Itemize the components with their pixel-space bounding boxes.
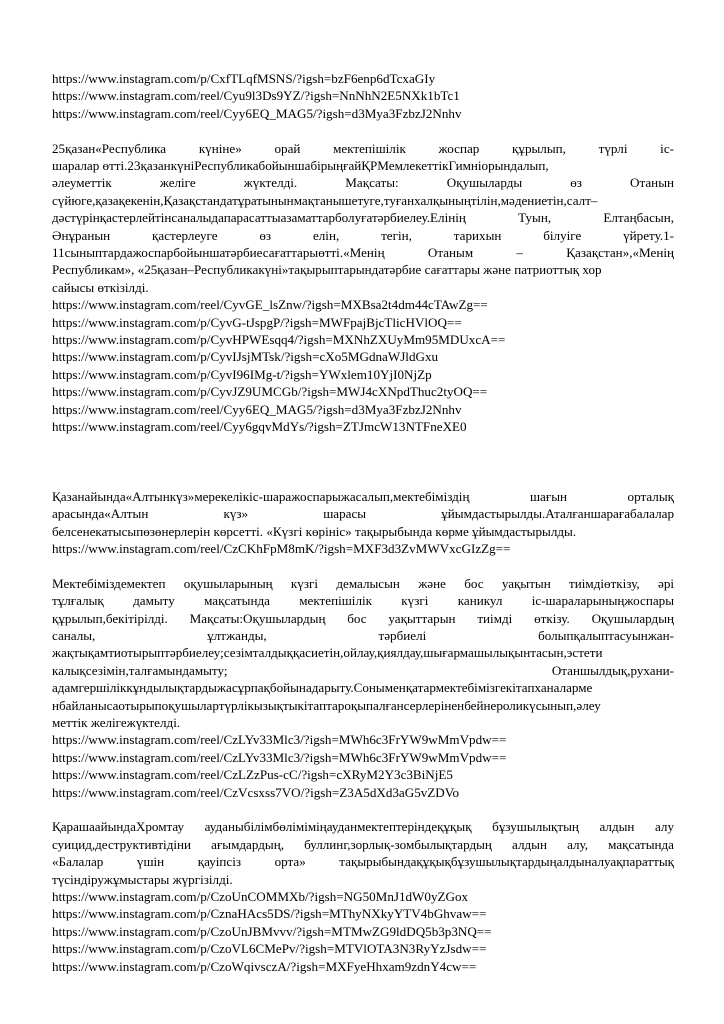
paragraph-spacer: [52, 436, 674, 488]
instagram-link[interactable]: https://www.instagram.com/reel/CzLZzPus-cC/?igsh=cXRyM2Y3c3BiNjE5: [52, 767, 453, 783]
instagram-link[interactable]: https://www.instagram.com/reel/CzLYv33Mlc3/?igsh=MWh6c3FrYW9wMmVpdw==: [52, 732, 507, 748]
paragraph-line: әлеуметтік желіге жүктелді. Мақсаты: Оқушыларды өз Отанын: [52, 175, 674, 191]
paragraph-spacer: [52, 801, 674, 818]
paragraph-line: түсіндіружұмыстары жүргізілді.: [52, 871, 233, 887]
paragraph-line: суицид,деструктивтідіни ағымдардың, буллинг,зорлық-зомбылықтардың алдын алу, мақсатында: [52, 836, 674, 852]
section-3-links: [52, 540, 674, 557]
instagram-link[interactable]: https://www.instagram.com/p/CzoWqivsczA/?igsh=MXFyeHhxam9zdnY4cw==: [52, 958, 477, 974]
instagram-link[interactable]: https://www.instagram.com/p/CxfTLqfMSNS/?igsh=bzF6enp6dTcxaGIy: [52, 71, 436, 86]
section-1-links: [52, 70, 674, 122]
paragraph-line: «Балалар үшін қауіпсіз орта» тақырыбындақұқықбұзушылықтардыңалдыналуақпараттық: [52, 854, 674, 870]
paragraph-line: 11сыныптардажоспарбойыншатәрбиесағаттарыөтті.«Менің Отаным – Қазақстан»,«Менің: [52, 245, 674, 261]
paragraph-line: шаралар өтті.23қазанкүніРеспубликабойыншабірыңғайҚРМемлекеттікГимніорындалып,: [52, 158, 549, 174]
paragraph-line: ҚарашаайындаХромтау ауданыбілімбөліміміңауданмектептеріндеқұқық бұзушылықтың алдын алу: [52, 819, 674, 835]
instagram-link[interactable]: https://www.instagram.com/reel/Cyy6EQ_MAG5/?igsh=d3Mya3FzbzJ2Nnhv: [52, 401, 462, 417]
paragraph-line: дәстүрінқастерлейтінсаналыдапарасаттыазаматтарболуғатәрбиелеу.Елінің Туын, Елтаңбасын,: [52, 210, 674, 226]
instagram-link[interactable]: https://www.instagram.com/reel/CzLYv33Mlc3/?igsh=MWh6c3FrYW9wMmVpdw==: [52, 749, 507, 765]
instagram-link[interactable]: https://www.instagram.com/p/CyvHPWEsqq4/?igsh=MXNhZXUyMm95MDUxcA==: [52, 332, 506, 348]
instagram-link[interactable]: https://www.instagram.com/reel/Cyy6EQ_MAG5/?igsh=d3Mya3FzbzJ2Nnhv: [52, 105, 462, 121]
paragraph-line: Мектебіміздемектеп оқушыларының күзгі демалысын және бос уақытын тиімдіөткізу, әрі: [52, 575, 674, 591]
paragraph-line: белсенекатысыпөзөнерлерін көрсетті. «Күзгі көрініс» тақырыбында көрме ұйымдастырылды.: [52, 523, 577, 539]
paragraph-line: 25қазан«Республика күніне» орай мектепішілік жоспар құрылып, түрлі іс-: [52, 140, 674, 156]
section-4-links: [52, 731, 674, 801]
instagram-link[interactable]: https://www.instagram.com/reel/Cyu9l3Ds9YZ/?igsh=NnNhN2E5NXk1bTc1: [52, 88, 460, 104]
paragraph-line: жақтықамтиотырыптәрбиелеу;сезімталдыққасиетін,ойлау,қиялдау,шығармашылықынтасын,эстети: [52, 645, 603, 661]
paragraph-line: тұлғалық дамыту мақсатында мектепішілік күзгі каникул іс-шараларыныңжоспары: [52, 593, 674, 609]
section-2-paragraph: [52, 140, 674, 297]
instagram-link[interactable]: https://www.instagram.com/p/CyvIJsjMTsk/?igsh=cXo5MGdnaWJldGxu: [52, 349, 439, 365]
section-5-paragraph: [52, 818, 674, 888]
instagram-link[interactable]: https://www.instagram.com/p/CzoVL6CMePv/?igsh=MTVlOTA3N3RyYzJsdw==: [52, 941, 487, 957]
instagram-link[interactable]: https://www.instagram.com/reel/CyvGE_lsZnw/?igsh=MXBsa2t4dm44cTAwZg==: [52, 297, 488, 313]
instagram-link[interactable]: https://www.instagram.com/reel/Cyy6gqvMdYs/?igsh=ZTJmcW13NTFneXE0: [52, 419, 467, 435]
paragraph-line: Әнұранын қастерлеуге өз елін, тегін, тарихын білуіге үйрету.1-: [52, 227, 674, 243]
instagram-link[interactable]: https://www.instagram.com/reel/CzCKhFpM8mK/?igsh=MXF3d3ZvMWVxcGIzZg==: [52, 540, 511, 556]
section-4-paragraph: [52, 575, 674, 732]
instagram-link[interactable]: https://www.instagram.com/p/CyvG-tJspgP/?igsh=MWFpajBjcTlicHVlOQ==: [52, 314, 462, 330]
paragraph-line: арасында«Алтын күз» шарасы ұйымдастырылды.Аталғаншарағабалалар: [52, 506, 674, 522]
instagram-link[interactable]: https://www.instagram.com/p/CyvI96IMg-t/?igsh=YWxlem10YjI0NjZp: [52, 366, 432, 382]
instagram-link[interactable]: https://www.instagram.com/p/CyvJZ9UMCGb/?igsh=MWJ4cXNpdThuc2tyOQ==: [52, 384, 488, 400]
instagram-link[interactable]: https://www.instagram.com/p/CzoUnCOMMXb/?igsh=NG50MnJ1dW0yZGox: [52, 889, 469, 905]
paragraph-line: Республикам», «25қазан–Республикакүні»тақырыптарындатәрбие сағаттары және патриоттық хор: [52, 262, 602, 278]
section-2-links: [52, 296, 674, 435]
paragraph-line: құрылып,бекітірілді. Мақсаты:Оқушылардың бос уақыттарын тиімді өткізу. Оқушылардың: [52, 610, 674, 626]
paragraph-spacer: [52, 557, 674, 574]
paragraph-line: саналы, ұлтжанды, тәрбиелі болыпқалыптасуынжан-: [52, 627, 674, 643]
instagram-link[interactable]: https://www.instagram.com/p/CzoUnJBMvvv/?igsh=MTMwZG9ldDQ5b3p3NQ==: [52, 923, 492, 939]
paragraph-line: сүйюге,қазақекенін,Қазақстандатұратынынмақтанышетуге,туғанхалқыныңтілін,мәдениетін,салт–: [52, 192, 598, 208]
paragraph-line: Қазанайында«Алтынкүз»мерекелікіс-шаражоспарыжасалып,мектебіміздің шағын орталық: [52, 488, 674, 504]
instagram-link[interactable]: https://www.instagram.com/reel/CzVcsxss7VO/?igsh=Z3A5dXd3aG5vZDVo: [52, 784, 460, 800]
paragraph-line: калықсезімін,талғамындамыту; Отаншылдық,рухани-: [52, 662, 674, 678]
paragraph-line: сайысы өткізілді.: [52, 279, 149, 295]
paragraph-line: нбайланысаотырыпоқушылартүрлікызықтыкітаптароқыпалғансерлеріненбейнероликүсынып,әлеу: [52, 697, 601, 713]
paragraph-spacer: [52, 122, 674, 139]
section-3-paragraph: [52, 488, 674, 540]
paragraph-line: меттік желігежүктелді.: [52, 714, 181, 730]
document-page: [52, 70, 674, 975]
section-5-links: [52, 888, 674, 975]
instagram-link[interactable]: https://www.instagram.com/p/CznaHAcs5DS/?igsh=MThyNXkyYTV4bGhvaw==: [52, 906, 487, 922]
paragraph-line: адамгершіліккұндылықтардыжасұрпақбойынадарыту.Соныменқатармектебімізгекітапханалармe: [52, 680, 593, 696]
